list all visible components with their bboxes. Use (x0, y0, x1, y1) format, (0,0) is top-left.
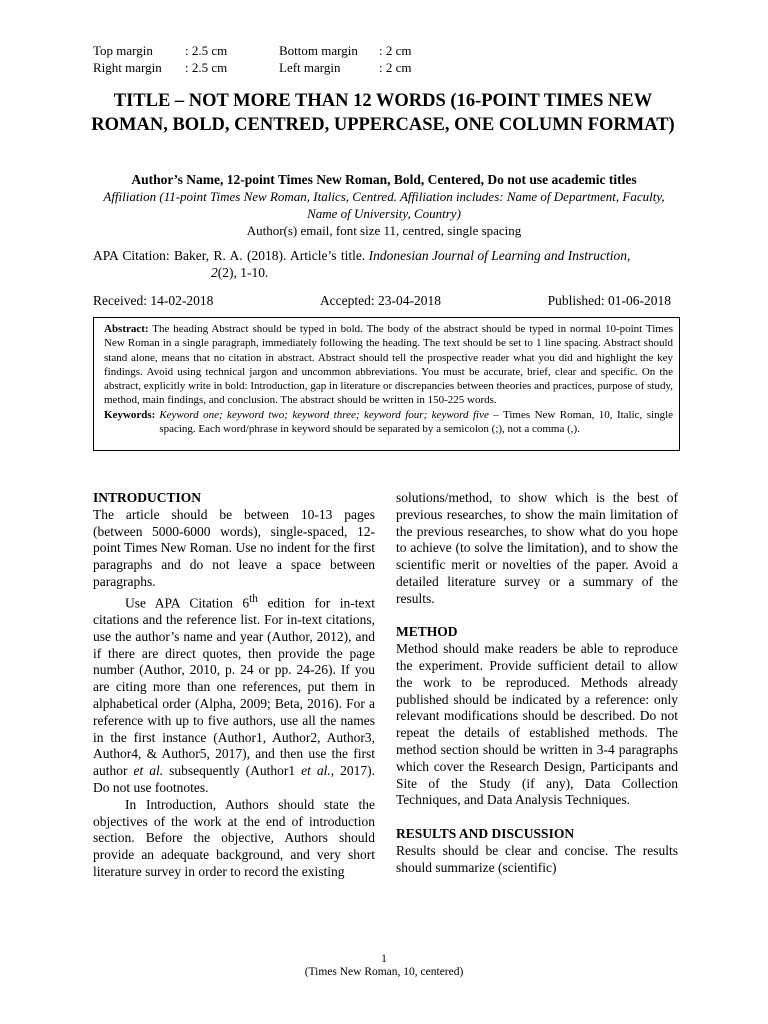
apa-issue-pages: (2), 1-10. (217, 265, 269, 280)
paper-title: TITLE – NOT MORE THAN 12 WORDS (16-POINT TIMES NEW ROMAN, BOLD, CENTRED, UPPERCASE, ONE COLUMN FORMAT) (91, 91, 675, 135)
published-date: Published: 01-06-2018 (547, 293, 671, 308)
intro-continuation: solutions/method, to show which is the best of previous researches, to show the main limitation of the previous researches, to show what do you hope to achieve (to solve the limitation), and to show the scientific merit or novelties of the paper. Avoid a detailed literature survey or a summary of the results. (396, 490, 678, 606)
right-margin-label: Right margin (93, 60, 162, 75)
method-paragraph: Method should make readers be able to reproduce the experiment. Provide sufficient detail to allow the work to be reproduced. Methods already published should be indicated by a reference: only relevant modifications should be described. Do not repeat the details of established methods. The method section should be written in 3-4 paragraphs which cover the Research Design, Participants and Site of the Study (if any), Data Collection Techniques, and Data Analysis Techniques. (396, 641, 678, 808)
p2-etal-2: et al. (301, 763, 331, 779)
intro-paragraph-2 (93, 591, 375, 797)
right-column (396, 490, 678, 876)
affiliation-body: 11-point Times New Roman, Italics, Centred. Affiliation includes: Name of Department, Faculty, Name of University, Country) (163, 189, 665, 221)
page-number: 1 (381, 953, 387, 965)
apa-citation (93, 247, 675, 281)
left-margin-value: : 2 cm (379, 60, 412, 75)
left-margin-label: Left margin (279, 60, 341, 75)
footer-note: (Times New Roman, 10, centered) (304, 966, 464, 978)
apa-volume: 2 (211, 265, 218, 280)
keywords-list: Keyword one; keyword two; keyword three; keyword four; keyword five (159, 408, 489, 421)
p2-superscript: th (249, 592, 258, 605)
keywords-row (104, 408, 673, 437)
bottom-margin-value: : 2 cm (379, 43, 412, 58)
keywords-label: Keywords: (104, 408, 156, 421)
author-affiliation (93, 188, 675, 222)
method-heading: METHOD (396, 624, 458, 640)
results-heading: RESULTS AND DISCUSSION (396, 825, 575, 841)
received-date: Received: 14-02-2018 (93, 293, 214, 308)
abstract-box (93, 317, 680, 451)
top-margin-label: Top margin (93, 43, 153, 58)
results-paragraph: Results should be clear and concise. The results should summarize (scientific) (396, 842, 678, 875)
abstract-label: Abstract: (104, 323, 149, 335)
accepted-date: Accepted: 23-04-2018 (319, 293, 442, 308)
p2-etal-1: et al. (133, 763, 164, 779)
abstract-text: The heading Abstract should be typed in bold. The body of the abstract should be typed in normal 10-point Times New Roman in a single paragraph, immediately following the heading. The text should be set to 1 line spacing. Abstract should stand alone, means that no citation in abstract. Abstract should tell the prospective reader what you did and highlight the key findings. Avoid using technical jargon and uncommon abbreviations. You must be accurate, brief, clear and specific. On the abstract, explicitly write in bold: Introduction, gap in literature or discrepancies between theories and practices, purpose of study, method, main findings, and conclusion. The abstract should be written in 150-225 words. (104, 323, 673, 407)
p2-part-b: edition for in-text citations and the reference list. For in-text citations, use the author’s name and year (Author, 2012), and if there are direct quotes, then provide the page number (Author, 2010, p. 24 or pp. 24-26). If you are citing more than one references, put them in alphabetical order (Alpha, 2009; Beta, 2016). For a reference with up to five authors, use all the names in the first instance (Author1, Author2, Author3, Author4, & Author5, 2017), and then use the first author (93, 595, 375, 779)
author-block (93, 171, 675, 239)
author-email: Author(s) email, font size 11, centred, single spacing (246, 223, 522, 238)
p2-part-c: subsequently (Author1 (163, 763, 302, 779)
p2-part-d: , 2017). Do not use footnotes. (93, 763, 375, 796)
p2-part-a: Use APA Citation 6 (125, 595, 250, 611)
apa-journal: Indonesian Journal of Learning and Instruction, (368, 248, 631, 263)
intro-paragraph-3: In Introduction, Authors should state the objectives of the work at the end of introduction section. Before the objective, Authors should provide an adequate background, and very short literature survey in order to record the existing (93, 796, 375, 880)
left-column (93, 490, 375, 881)
author-name: Author’s Name, 12-point Times New Roman, Bold, Centered, Do not use academic titles (131, 172, 637, 187)
bottom-margin-label: Bottom margin (279, 43, 358, 58)
introduction-heading: INTRODUCTION (93, 490, 202, 505)
affiliation-prefix: Affiliation ( (103, 189, 164, 204)
keywords-note: – Times New Roman, 10, Italic, single spacing. Each word/phrase in keyword should be separated by a semicolon (;), not a comma (,). (159, 408, 674, 436)
top-margin-value: : 2.5 cm (185, 43, 228, 58)
dates-row (93, 293, 671, 309)
apa-label: APA Citation: Baker, R. A. (2018). Article’s title. (93, 248, 366, 263)
right-margin-value: : 2.5 cm (185, 60, 228, 75)
intro-paragraph-1: The article should be between 10-13 pages (between 5000-6000 words), single-spaced, 12-point Times New Roman. Use no indent for the first paragraphs and do not leave a space between paragraphs. (93, 506, 375, 589)
margin-specs (93, 42, 412, 76)
